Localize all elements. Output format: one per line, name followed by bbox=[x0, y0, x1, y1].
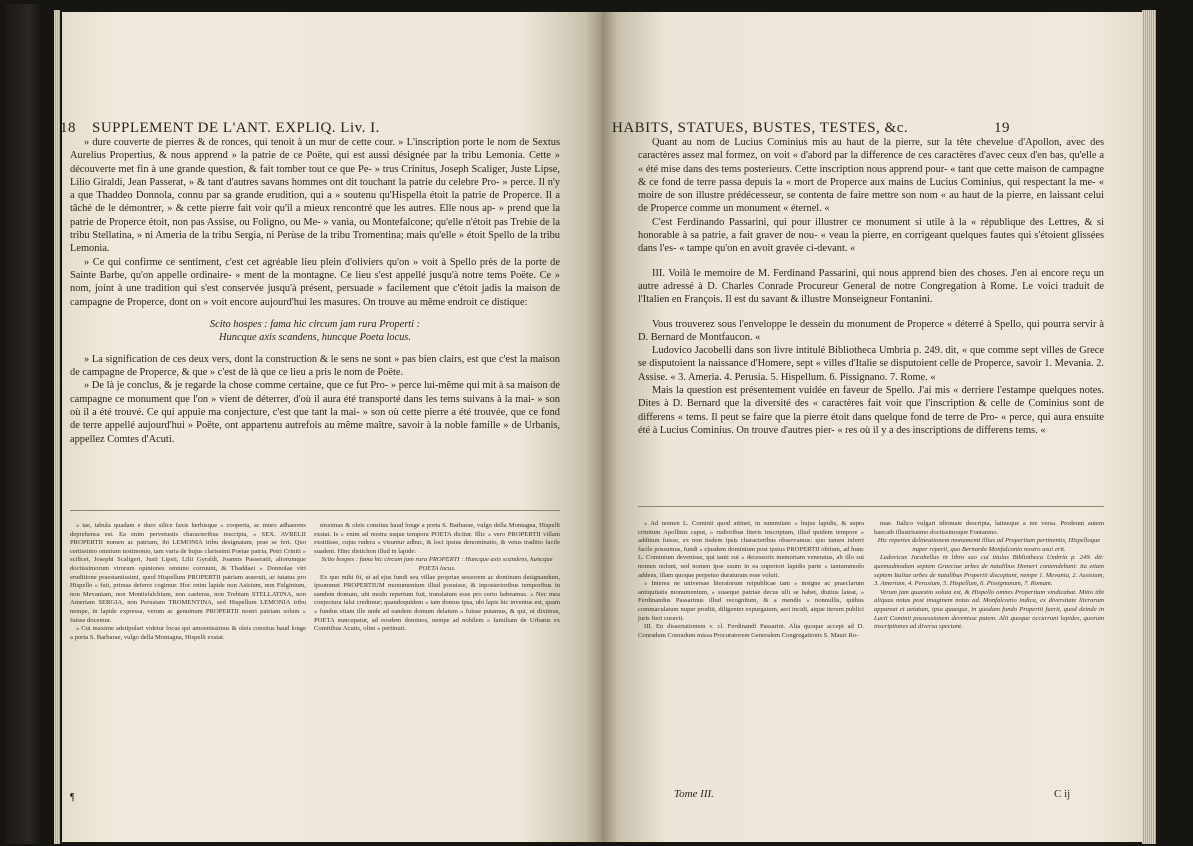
left-page-number: 18 bbox=[60, 120, 76, 136]
right-note-1b: » Interea ne universae literatorum reipublicae tam » insigne ac praeclarum antiquitatis monumentum, » suaeque patriae decus ulli se habet, diutius lateat, » Ferdinandus Passarinus illud recognitum, & a mendis » nonnullis, quibus commaculatum nuper prodiit, diligenter expurgatum, aeri incidi, atque iterum publici juris fieri curavit. bbox=[638, 580, 864, 622]
left-note-2-verse: Scito hospes : fama hic circum jam rura PROPERTI : Huncque axis scandens, huncque POETA locus. bbox=[321, 556, 553, 572]
right-note-2a: mae. Italico vulgari idiomate descripta, latineque a me versa. Prodeunt autem haecaib illustrissimo doctissimoque Fontanino. bbox=[874, 520, 1104, 536]
latin-distich bbox=[70, 318, 560, 345]
left-note-2b: Ex quo mihi fit, ut ad ejus fundi seu villae propriae sessorem ac dominum designandum, ipsummet PROPERTIUM monumentum illud posuisse, & inposterioribus temporibus in eandem domum, ubi modo repertum fuit, translatum esse pro certo habeamus. » Nec mea conjectura falsi credimur; quandoquidem » tam domus ipsa, ubi lapis hic inventus est, quam » fundus etiam ille unde ad eandem domum delatum » fuisse putamus, & qui, ut diximus, POETA nuncupatur, ad eosdem dominos, nempe ad nobilem » familiam de Urbanis ex Comitibus Acutis, olim » pertinuit. bbox=[314, 573, 560, 633]
right-footnote-rule bbox=[638, 506, 1104, 507]
left-running-head: SUPPLEMENT DE L'ANT. EXPLIQ. Liv. I. bbox=[92, 120, 380, 136]
left-paragraph-3: » La signification de ces deux vers, dont la construction & le sens ne sont » pas bien clairs, est que c'est la maison de campagne de Properce, & que » c'est de là que ce lieu a pris le nom de Poëte. bbox=[70, 353, 560, 379]
left-latin-notes-col-2 bbox=[314, 522, 560, 634]
left-paragraph-1: » dure couverte de pierres & de ronces, qui tenoit à un mur de cette cour. » L'inscription porte le nom de Sextus Aurelius Propertius, & nous apprend » la patrie de ce Poëte, qui est aussi désignée par la tribu Lemonia. Cette » découverte met fin à une grande question, & fait tomber tout ce que Pe- » trus Crinitus, Joseph Scaliger, Juste Lipse, Lilio Giraldi, Jean Passerat, » & tant d'autres savans hommes ont dit touchant la patrie du celebre Pro- » perce. Il n'y a que Thaddeo Donnola, connu par sa grande erudition, qui a » soutenu qu'Hispella étoit la patrie de Properce. Il a tâché de le démontrer, » & cette pierre fait voir qu'il a mieux rencontré que les autres. Elle nous ap- » prend que la patrie de Properce étoit, non pas Assise, ou Foligno, ou Me- » vania, ou Montefalcone; qu'elle n'étoit pas Trebie de la tribu Stellatina, » ni Ameria de la tribu Sergia, ni Perùse de la tribu Tromentina; mais qu'elle » étoit Spello de la tribu Lemonia. bbox=[70, 137, 560, 255]
right-footer-signature: C ij bbox=[1054, 788, 1071, 800]
left-note-1b: » Cui maxime adstipulari videtur locus qui amoenissimus & oleis consitus haud longe a porta S. Barbarae, vulgo della Montagna, Hispelli exstat. bbox=[70, 625, 306, 641]
left-footnote-rule bbox=[70, 510, 560, 511]
right-page-number: 19 bbox=[994, 120, 1010, 136]
book-spread bbox=[6, 4, 1186, 844]
right-running-head: HABITS, STATUES, BUSTES, TESTES, &c. bbox=[612, 120, 909, 136]
right-paragraph-1: Quant au nom de Lucius Cominius mis au haut de la pierre, sur la tête chevelue d'Apollon, avec des caractères assez mal formez, on voit « d'abord par la difference de ces caractères d'avec ceux d'en bas, qu'elle a « été mise dans des tems posterieurs. Cette inscription nous apprend pour- « tant que cette maison de campagne & ce fond de terre passa depuis la « mort de Properce aux mains de Lucius Cominius, qui respectant la me- « moire de son illustre prédécesseur, se contenta de faire mettre son nom « au haut de la pierre, en laissant celui de Properce comme un monument « éternel. « bbox=[638, 137, 1104, 215]
verse-line-1: Scito hospes : fama hic circum jam rura Properti : bbox=[209, 318, 421, 330]
right-note-1a: » Ad nomen L. Cominii quod attinet, in summitate » hujus lapidis, & supra crinitum Apollinis caput, » rudioribus literis inscriptum, illud quidem tempore » additum fuisse, ex non iisdem ipsis characteribus observamus: quo tamen inferri facile possumus, fundi » ejusdem dominium post ipsius PROPERTII obitum, ad hunc L. Cominium devenisse, qui tanti sui » decessoris memoriam veneratus, ab illo sui nomen nolunt, sed nomen ipse suum in ea superiori lapidis parte » tantummodo addens, illam quoque perpetuo duraturam esse voluit. bbox=[638, 520, 864, 579]
left-latin-notes-col-1 bbox=[70, 522, 306, 642]
right-note-1c: III. En dissertationem v. cl. Ferdinandi Passarini. Alia quoque accepi ad D. Conradum Conradum missa Procuratorem Generalem Congregationis S. Mauri Ro- bbox=[638, 623, 864, 639]
left-footer-mark: ¶ bbox=[70, 792, 75, 803]
right-paragraph-3: Vous trouverez sous l'enveloppe le dessein du monument de Properce « déterré à Spello, qui pourra servir à D. Bernard de Montfaucon. « bbox=[638, 318, 1104, 343]
verse-line-2: Huncque axis scandens, huncque Poeta locus. bbox=[219, 332, 411, 344]
left-note-2a: nissimus & oleis consitus haud longe a porta S. Barbarae, vulgo della Montagna, Hispelli exstat. Is » enim ad nostra usque tempora POETA dicitur. Illic » vero PROPERTII villam exstitisse, cujus rudera » visuntur adhuc, & loci ipsius denominatio, & vetus traditio facile suadent. Hinc distichon illud in lapide: bbox=[314, 522, 560, 555]
right-latin-notes-col-1 bbox=[638, 520, 864, 640]
right-paragraph-2: C'est Ferdinando Passarini, qui pour illustrer ce monument si utile à la « république des Lettres, & si honorable à sa patrie, a fait graver de nou- « veau la pierre, en corrigeant quelques fautes qui s'étoient glissées dans l'es- « tampe qu'on en avoit gravée ci-devant. « bbox=[638, 216, 1104, 255]
left-paragraph-2: » Ce qui confirme ce sentiment, c'est cet agréable lieu plein d'oliviers qu'on » voit à Spello près de la porte de Sainte Barbe, qu'on appelle ordinaire- » ment de la montagne. Ce lieu s'est appellé jusqu'à notre tems Poëte. Ce » nom, joint à une tradition qui s'est conservée jusqu'à présent, persuade » facilement que c'étoit jadis la maison de campagne de Properce, dont on » voit encore aujourd'hui les masures. On trouve au même endroit ce distique: bbox=[70, 256, 560, 308]
right-note-2d: Verum jam quaestio soluta est, & Hispello omnes Propertium vindicabat. Mitto tibi aliquas notas post imaginem notas ad. Monfalconio indica, ex diversitate literarum appareat et aetatum, ipsa quaeque, in quodam fundo Propertii fuerit, quod deinde in Lucii Cominii possessionem devenisse putem. Alii quoque occurrunt lapides, quorum inscriptiones ad diversa spectant. bbox=[874, 588, 1104, 631]
page-stack-right bbox=[1142, 10, 1156, 844]
left-page bbox=[62, 12, 602, 842]
right-note-2b: Hic repertes delineationem monumenti illius ad Propertium pertinentis, Hispelloque nuper reperti, quo Bernardo Monfalconio nostro usui erit. bbox=[877, 537, 1101, 553]
right-page bbox=[602, 12, 1142, 842]
right-main-text bbox=[638, 136, 1104, 437]
left-note-1a: » tae, tabula quadam e duro silice faxis herbisque » cooperta, ac muro adhaerens deprehensa est. Ea enim pervetustis characteribus inscripta, » SEX. AVRELII PROPERTII nomen ac patriam, ibi LEMONIA tribu designatam, prae se fert. Quo certissimo omnium testimonio, tam varia de hujus clarissimi Poetae patria, Petri Criniti » scilicet, Josephi Scaligeri, Justi Lipsii, Lilii Gyraldi, Joannis Passeratii, aliorumque doctissimorum virorum opiniones omnino corruunt, & Thaddaei » Donnolae viri eruditione praestantissimi, quod Hispellum PROPERTII patriam asseruit, ac tutatus pro Hispello » fuit, primas deferre cogimur. Hoc enim lapide non Asisium, non Fulginium, non Mevaniam, non Montisfalchium, non caeteras, non Trebiam STELLATINA, non Ameriam SERGIA, non Perusiam TROMENTINA, sed Hispellum LEMONIA tribu nempe, in lapide expressa, verum ac genuinum PROPERTII nostri patriam solum » fuisse docemur. bbox=[70, 522, 306, 624]
right-paragraph-4: Ludovico Jacobelli dans son livre intitulé Bibliotheca Umbria p. 249. dit, « que comme sept villes de Grece se disputoient la naissance d'Homere, sept « villes d'Italie se disputoient celle de Properce, savoir 1. Mevania. 2. Assise. « 3. Ameria. 4. Perusia. 5. Hispellum. 6. Pissignano. 7. Rome. « bbox=[638, 345, 1104, 383]
right-paragraph-5: Mais la question est présentement vuidée en faveur de Spello. J'ai mis « derriere l'estampe quelques notes. Dites à D. Bernard que la diversité des « caractères fait voir que l'inscription & celle de Cominius sont de differens « tems. Il peut se faire que la pierre étoit dans quelque fond de terre de Pro- « perce, qui aura ensuite été à Lucius Cominius. On trouve d'autres pier- « res où il y a des inscriptions de differens tems. « bbox=[638, 385, 1104, 436]
right-latin-notes-col-2 bbox=[874, 520, 1104, 632]
right-footer-tome: Tome III. bbox=[674, 788, 714, 800]
right-note-2c: Ludovicus Jacobellus in libro suo cui titulus Bibliotheca Umbria p. 249. dit: quemadmodum septem Graeciae urbes de natalibus Homeri contendebant: ita etiam septem Italiae urbes de natalibus Propertii disceptant, nempe 1. Mevania, 2. Assisium, 3. Ameriam, 4. Perusium, 5. Hispellum, 6. Pissignanum, 7. Romam. bbox=[874, 554, 1104, 588]
right-paragraph-III: III. Voilà le memoire de M. Ferdinand Passarini, qui nous apprend bien des choses. J'en ai encore reçu un autre adressé à D. Charles Conrade Procureur General de notre Congregation à Rome. Le voici traduit de l'Italien en François. Il est du savant & illustre Monseigneur Fontanini. bbox=[638, 267, 1104, 306]
left-paragraph-4: » De là je conclus, & je regarde la chose comme certaine, que ce fut Pro- » perce lui-même qui mit à sa maison de campagne ce monument que l'on » vient de déterrer, d'où il aura été transporté dans les tems suivans à la mai- » son où il a été trouvé. Ce qui appuie ma conjecture, c'est que tant la mai- » son où cette pierre a été trouvée, que ce fond de terre appellé aujourd'hui » Poëte, ont appartenu autrefois au même maître, savoir à la noble famille » de Urbanis, appellez Comtes d'Acuti. bbox=[70, 380, 560, 445]
left-main-text bbox=[70, 136, 560, 446]
